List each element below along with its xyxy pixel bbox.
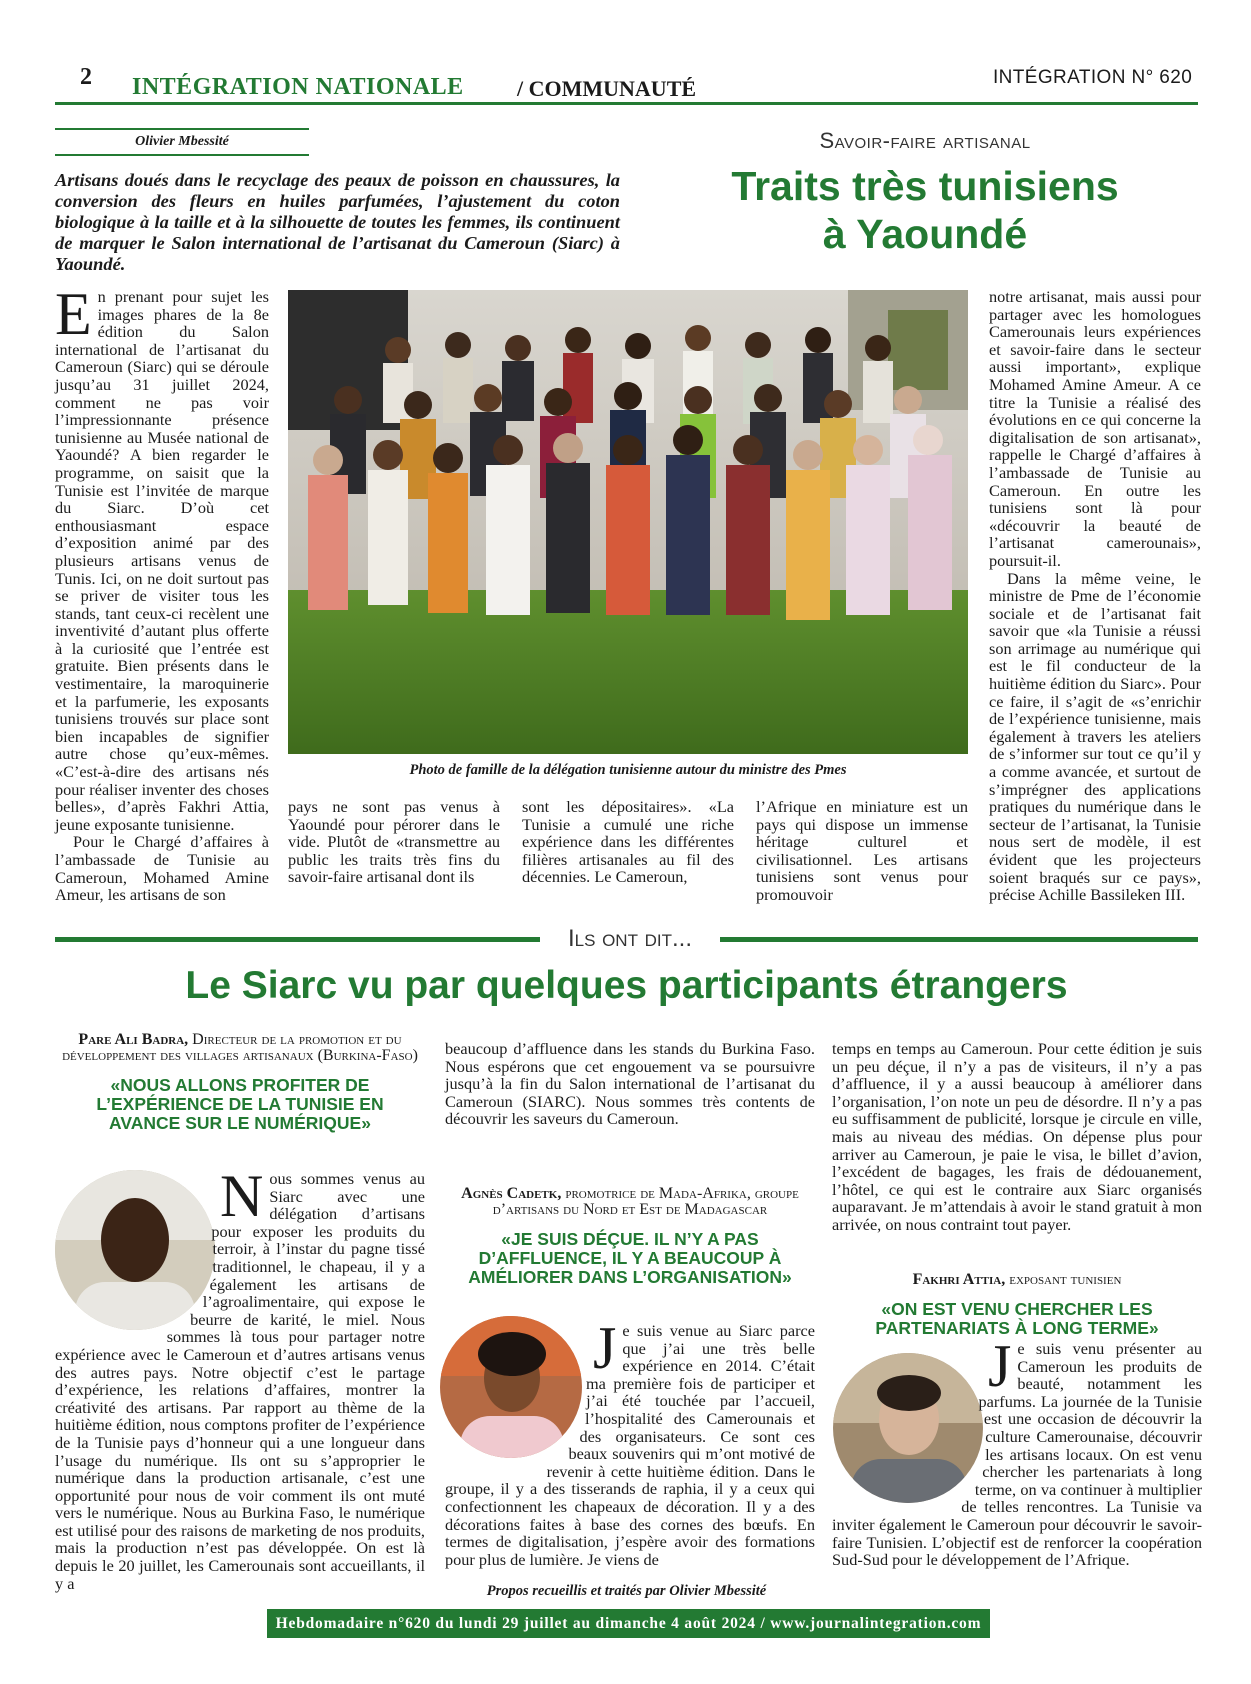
participant-byline (445, 1186, 815, 1218)
article-author: Olivier Mbessité (135, 134, 229, 149)
participant-quote: «NOUS ALLONS PROFITER DE L’EXPÉRIENCE DE LA TUNISIE EN AVANCE SUR LE NUMÉRIQUE» (96, 1075, 384, 1133)
delegation-photo (288, 290, 968, 754)
participant-quote: «JE SUIS DÉÇUE. IL N’Y A PAS D’AFFLUENCE, IL Y A BEAUCOUP À AMÉLIORER DANS L’ORGANISATION» (468, 1229, 792, 1287)
section2-rule-right (720, 937, 1198, 942)
participant-role: exposant tunisien (1009, 1271, 1122, 1288)
article-title-line2: à Yaoundé (822, 211, 1028, 257)
article-paragraph: Pour le Chargé d’affaires à l’ambassade de Tunisie au Cameroun, Mohamed Amine Ameur, les artisans de son (55, 832, 269, 905)
participant-2-text: Je suis venue au Siarc parce que j’ai une très belle expérience en 2014. C’était ma première fois de participer et j’ai été touchée par l’accueil, l’hospitalité des Camerounais et des organisateurs. Ce sont ces beaux souvenirs qui m’ont motivé de revenir à cette huitième édition. Dans le groupe, il y a des tisserands de raphia, il y a ceux qui confectionnent les chapeaux de décoration. Il y a des décorations faites à base des cornes des bœufs. En termes de digitalisation, j’espère avoir des formations pour plus de lumière. Je viens de (445, 1315, 815, 1569)
subsection-title: / COMMUNAUTÉ (517, 76, 697, 101)
group-photo-illustration (288, 290, 968, 754)
author-rule-bottom (55, 154, 309, 156)
dropcap: J (593, 1315, 617, 1381)
article-column-4: l’Afrique en miniature est un pays qui dispose un immense héritage culturel et civilisationnel. Les artisans tunisiens sont venus pour promouvoir (756, 797, 968, 904)
page-header (0, 0, 1251, 110)
section2-rule-left (55, 937, 540, 942)
article-column-3: sont les dépositaires». «La Tunisie a cumulé une riche expérience dans les différentes filières artisanales au fil des décennies. Le Cameroun, (522, 797, 734, 887)
page-number: 2 (80, 64, 92, 90)
article-paragraph: En prenant pour sujet les images phares de la 8e édition du Salon international de l’artisanat du Cameroun (Siarc) qui se déroule jusqu’au 31 juillet 2024, comment ne pas voir l’impressionnante présence tunisienne au Musée national de Yaoundé? A bien regarder le programme, on saisit que la Tunisie est l’invitée de marque du Siarc. D’où cet enthousiasmant espace d’exposition animé par des plusieurs artisans venus de Tunis. Ici, on ne doit surtout pas se priver de visiter tous les stands, tant ceux-ci recèlent une inventivité d’autant plus offerte à la curiosité que l’entrée est gratuite. Bien présents dans le vestimentaire, la maroquinerie et la parfumerie, les exposants tunisiens trouvés sur place sont bien incapables de signifier autre chose qu’eux-mêmes. «C’est-à-dire des artisans nés pour réaliser inventer des choses belles», d’après Fakhri Attia, jeune exposante tunisienne. (55, 281, 269, 834)
dropcap: N (220, 1163, 264, 1229)
author-rule-top (55, 128, 309, 130)
photo-caption: Photo de famille de la délégation tunisienne autour du ministre des Pmes (409, 762, 847, 778)
participant-1-text-cont: beaucoup d’affluence dans les stands du Burkina Faso. Nous espérons que cet engouement va se poursuivre jusqu’à la fin du Salon international de l’artisanat du Cameroun (SIARC). Nous sommes très contents de découvrir les saveurs du Cameroun. (445, 1039, 815, 1129)
participant-byline (832, 1272, 1202, 1288)
article-column-2: pays ne sont pas venus à Yaoundé pour pérorer dans le vide. Plutôt de «transmettre au public les traits très fins du savoir-faire artisanal dont ils (288, 797, 500, 887)
header-rule (55, 102, 1198, 105)
participant-1 (55, 1032, 425, 1133)
participant-name: Fakhri Attia, (912, 1271, 1006, 1288)
participant-name: Agnès Cadetk, (461, 1185, 562, 1202)
participant-3-text: Je suis venu présenter au Cameroun les produits de beauté, notamment les parfums. La journée de la Tunisie est une occasion de découvrir la culture Camerounaise, découvrir les artisans locaux. On est venu chercher les partenariats à long terme, on va continuer à multiplier de telles rencontres. La Tunisie va inviter également le Cameroun pour découvrir le savoir-faire Tunisien. L’objectif est de renforcer la coopération Sud-Sud pour le développement de l’Afrique. (832, 1333, 1202, 1570)
participant-role: Directeur de la promotion et du développement des villages artisanaux (Burkina-Faso) (62, 1031, 418, 1064)
article-lead: Artisans doués dans le recyclage des peaux de poisson en chaussures, la conversion des fleurs en huiles parfumées, l’ajustement du coton biologique à la taille et à la silhouette de toutes les femmes, ils continuent de marquer le Salon international de l’artisanat du Cameroun (Siarc) à Yaoundé. (55, 170, 620, 274)
section2-kicker: Ils ont dit... (567, 925, 693, 952)
article-kicker: Savoir-faire artisanal (819, 128, 1031, 153)
dropcap: J (988, 1333, 1012, 1399)
article-paragraph: Dans la même veine, le ministre de Pme de l’économie sociale et de l’artisanat fait savoir que «la Tunisie a réussi son arrimage au numérique qui est le fil conducteur de la huitième édition du Siarc». Pour ce faire, il s’agit de «s’enrichir de l’expérience tunisienne, mais également à travers les ateliers de s’informer sur tout ce qu’il y a comme avancée, et surtout de s’imprégner des applications pratiques du numérique dans le secteur de l’artisanat, la Tunisie nous sert de modèle, il est évident que les projecteurs soient braqués sur ce pays», précise Achille Bassileken III. (989, 568, 1201, 905)
article-title (700, 162, 1150, 258)
article-paragraph: notre artisanat, mais aussi pour partager avec les homologues Camerounais leurs expériences et savoir-faire dans le secteur aussi important», explique Mohamed Amine Ameur. A ce titre la Tunisie a réalisé des évolutions en ce qui concerne la digitalisation de son artisanat», rappelle le Chargé d’affaires à l’ambassade de Tunisie au Cameroun. En outre les tunisiens sont là pour «découvrir la beauté de l’artisanat camerounais», poursuit-il. (989, 287, 1201, 570)
participant-quote: «ON EST VENU CHERCHER LES PARTENARIATS À LONG TERME» (875, 1299, 1159, 1338)
participant-2-text-cont: temps en temps au Cameroun. Pour cette édition je suis un peu déçue, il n’y a pas de visiteurs, il n’y a pas d’affluence, il y a aussi beaucoup à améliorer dans l’organisation, l’on note un peu de désordre. Il n’y a pas eu suffisamment de publicité, lorsque je circule en ville, mais au niveau des médias. On dépense plus pour arriver au Cameroun, je paie le visa, le billet d’avion, l’excédent de bagages, les frais de dédouanement, l’hôtel, ce qui est le contraire aux Siarc organisés auparavant. Je m’attendais à avoir le stand gratuit à mon arrivée, on nous contraint tout payer. (832, 1039, 1202, 1234)
footer-bar (267, 1609, 990, 1638)
participant-role: promotrice de Mada-Afrika, groupe d’artisans du Nord et Est de Madagascar (492, 1185, 799, 1218)
participant-3 (832, 1272, 1202, 1338)
section-title: INTÉGRATION NATIONALE (132, 74, 464, 100)
issue-label: INTÉGRATION N° 620 (993, 67, 1193, 88)
article-column-1 (55, 281, 269, 905)
participant-name: Pare Ali Badra, (78, 1031, 189, 1048)
section2-credit: Propos recueillis et traités par Olivier Mbessité (486, 1583, 767, 1599)
footer-text: Hebdomadaire n°620 du lundi 29 juillet au dimanche 4 août 2024 / www.journalintegration.com (275, 1615, 982, 1632)
participant-byline (55, 1032, 425, 1064)
participant-1-text: Nous sommes venus au Siarc avec une délégation d’artisans pour exposer les produits du terroir, à l’instar du pagne tissé traditionnel, le chapeau, il y a également les artisans de l’agroalimentaire, qui expose le beurre de karité, le miel. Nous sommes là tous pour partager notre expérience avec le Cameroun et d’autres artisans venus des autres pays. Notre objectif c’est le partage d’expérience, les relations d’affaires, montrer la créativité des artisans. Par rapport au thème de la huitième édition, nous comptons profiter de l’expérience de la Tunisie pays d’honneur qui a une longueur dans l’usage du numérique. Ils ont su s’approprier le numérique dans la production artisanale, c’est une opportunité pour nous de voir comment ils ont muté vers le numérique. Nous au Burkina Faso, le numérique est utilisé pour des raisons de marketing de nos produits, mais la production n’est pas développée. On est là depuis le 20 juillet, les Camerounais sont accueillants, il y a (55, 1163, 425, 1593)
section2-title: Le Siarc vu par quelques participants étrangers (185, 964, 1068, 1007)
dropcap: E (55, 281, 92, 347)
article-title-line1: Traits très tunisiens (731, 163, 1119, 209)
participant-2 (445, 1186, 815, 1287)
article-column-5 (989, 288, 1201, 904)
